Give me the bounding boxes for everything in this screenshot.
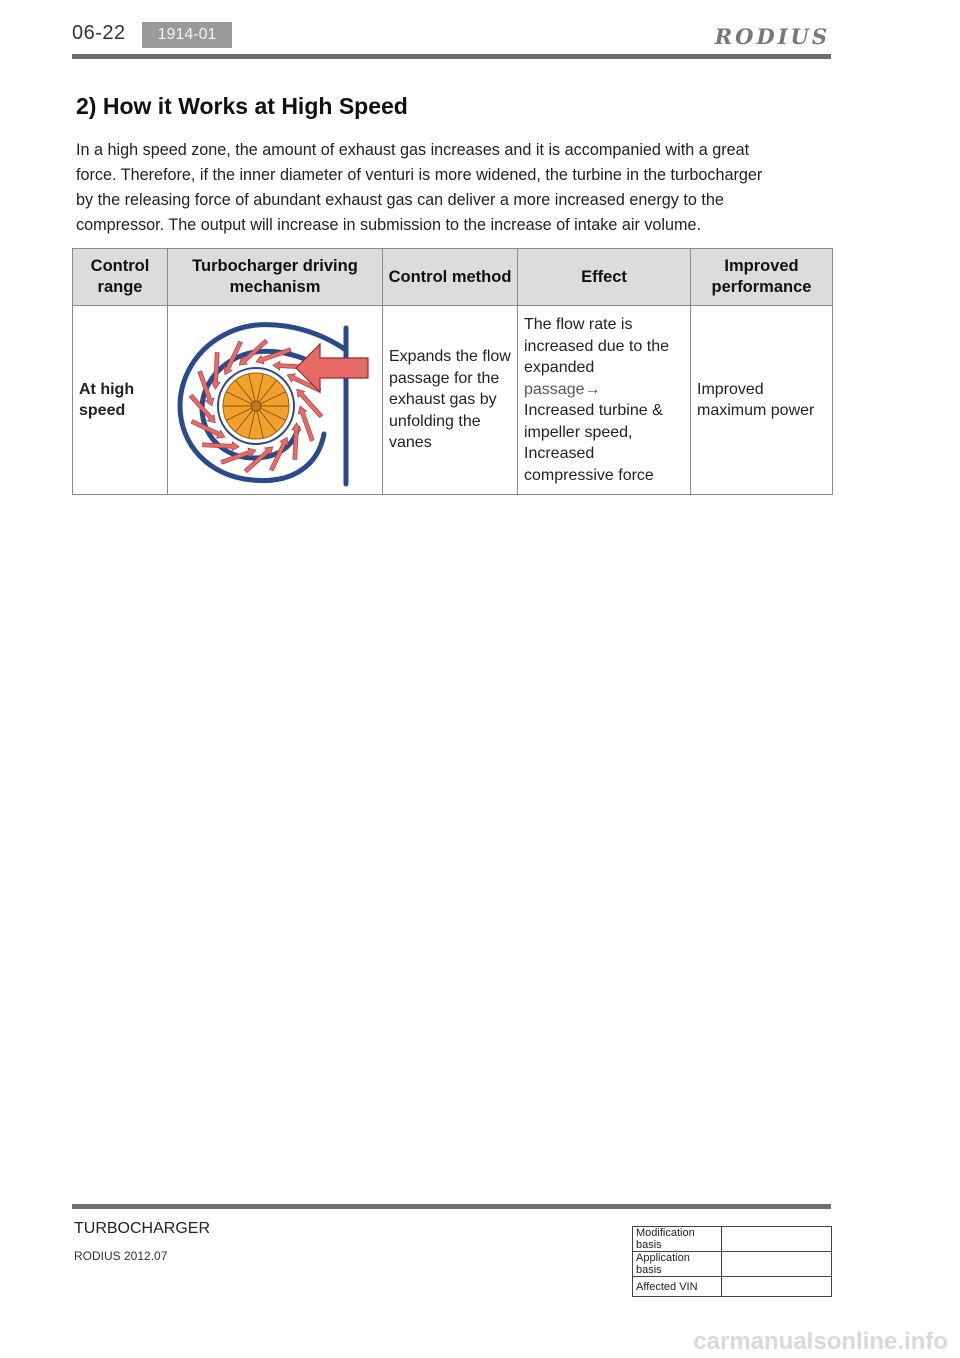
watermark-text: carmanualsonline.info bbox=[693, 1328, 948, 1355]
effect-line: passage→ bbox=[524, 380, 601, 398]
footer-model-date: RODIUS 2012.07 bbox=[74, 1249, 168, 1263]
table-row bbox=[73, 306, 833, 495]
turbocharger-diagram bbox=[168, 306, 382, 494]
modification-label: Affected VIN bbox=[633, 1277, 722, 1297]
header-improved-performance: Improved performance bbox=[691, 249, 833, 306]
modification-label: Application basis bbox=[633, 1252, 722, 1277]
table-row bbox=[633, 1252, 832, 1277]
header-driving-mechanism: Turbocharger driving mechanism bbox=[168, 249, 383, 306]
turbine-hub bbox=[251, 401, 261, 411]
table-row bbox=[633, 1277, 832, 1297]
cell-control-range: At high speed bbox=[73, 306, 168, 495]
modification-value bbox=[722, 1277, 832, 1297]
vane-arrow bbox=[298, 406, 314, 441]
footer-divider bbox=[72, 1204, 831, 1209]
footer-section-name: TURBOCHARGER bbox=[74, 1220, 211, 1237]
cell-effect bbox=[518, 306, 691, 495]
page-number: 06-22 bbox=[72, 22, 126, 44]
effect-line: The flow rate is increased due to the expanded bbox=[524, 316, 669, 376]
table-row bbox=[633, 1227, 832, 1252]
brand-logo: RODIUS bbox=[714, 24, 830, 49]
effect-line: Increased turbine & impeller speed, Increased compressive force bbox=[524, 402, 663, 484]
control-table bbox=[72, 248, 833, 495]
modification-label: Modification basis bbox=[633, 1227, 722, 1252]
cell-improved-performance: Improved maximum power bbox=[691, 306, 833, 495]
cell-driving-mechanism bbox=[168, 306, 383, 495]
turbine-wheel bbox=[218, 368, 294, 444]
modification-value bbox=[722, 1252, 832, 1277]
table-header-row bbox=[73, 249, 833, 306]
section-code-badge: 1914-01 bbox=[142, 22, 232, 48]
header-effect: Effect bbox=[518, 249, 691, 306]
header-control-range: Control range bbox=[73, 249, 168, 306]
modification-table bbox=[632, 1226, 832, 1297]
section-title: 2) How it Works at High Speed bbox=[76, 93, 408, 119]
header-control-method: Control method bbox=[383, 249, 518, 306]
header-divider bbox=[72, 54, 831, 59]
intro-paragraph: In a high speed zone, the amount of exhaust gas increases and it is accompanied with a great force. Therefore, if the inner diameter of venturi is more widened, the turbine in the turbocharger by the releasing force of abundant exhaust gas can deliver a more increased energy to the compressor. The output will increase in submission to the increase of intake air volume. bbox=[76, 141, 763, 234]
cell-control-method: Expands the flow passage for the exhaust gas by unfolding the vanes bbox=[383, 306, 518, 495]
modification-value bbox=[722, 1227, 832, 1252]
